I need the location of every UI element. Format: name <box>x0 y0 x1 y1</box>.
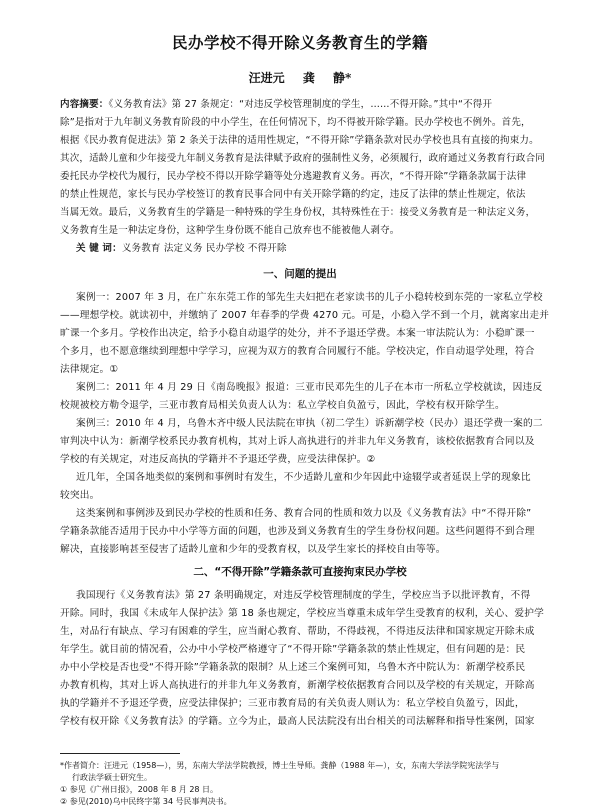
body-line: 近几年，全国各地类似的案例和事例时有发生，不少适龄儿童和少年因此中途辍学或者延误上学的现象比 <box>76 472 531 483</box>
body-line: 校规被校方勒令退学，三亚市教育局相关负责人认为：私立学校自负盈亏，因此，学校有权开除学生。 <box>60 400 505 411</box>
body-line: 案例一：2007 年 3 月，在广东东莞工作的邹先生夫妇把在老家读书的儿子小稳转校到东莞的一家私立学校 <box>76 292 543 303</box>
abstract-line: 除”是指对于九年制义务教育阶段的中小学生，在任何情况下，均不得被开除学籍。民办学校也不例外。首先， <box>60 117 531 128</box>
body-line: ——理想学校。就读初中，并缴纳了 2007 年春季的学费 4270 元。可是，小稳入学不到一个月，就离家出走并 <box>60 310 550 321</box>
abstract-line <box>60 96 558 114</box>
keywords-text: 义务教育 法定义务 民办学校 不得开除 <box>121 243 287 254</box>
body-line: 办教育机构，其对上诉人高执进行的并非九年义务教育，新潮学校依据教育合同以及学校的有关规定，开除高 <box>60 680 535 691</box>
body-line: 案例二：2011 年 4 月 29 日《南岛晚报》报道：三亚市民邓先生的儿子在本市一所私立学校就读，因违反 <box>76 382 543 393</box>
body-line: 开除。同时，我国《未成年人保护法》第 18 条也规定，学校应当尊重未成年学生受教育的权利，关心、爱护学 <box>60 608 544 619</box>
body-line: 学籍条款能否适用于民办中小学等方面的问题，也涉及到义务教育生的学生身份权问题。这些问题得不到合理 <box>60 526 535 537</box>
body-line: 案例三：2010 年 4 月，乌鲁木齐中级人民法院在审执（初二学生）诉新潮学校（民办）退还学费一案的二 <box>76 418 543 429</box>
abstract-line: 根据《民办教育促进法》第 2 条关于法律的适用性规定，“不得开除”学籍条款对民办学校也具有直接的拘束力。 <box>60 135 539 146</box>
footnote-divider <box>60 753 180 754</box>
body-line: 个多月，也不愿意继续到理想中学学习，应视为双方的教育合同履行不能。学校决定，作自动退学处理，符合 <box>60 346 535 357</box>
abstract-line: 义务教育生是一种法定身份，这种学生身份既不能自己放弃也不能被他人剥夺。 <box>60 225 400 236</box>
body-line: 旷课一个多月。学校作出决定，给予小稳自动退学的处分，并不予退还学费。本案一审法院认为：小稳旷课一 <box>60 328 535 339</box>
footnote: ① 参见《广州日报》，2008 年 8 月 28 日。 <box>60 785 219 794</box>
abstract-line: 其次，适龄儿童和少年接受九年制义务教育是法律赋予政府的强制性义务，必须履行，政府通过义务教育行政合同 <box>60 153 546 164</box>
body-line: 生，对品行有缺点、学习有困难的学生，应当耐心教育、帮助，不得歧视，不得违反法律和国家规定开除未成 <box>60 626 535 637</box>
section-heading: 一、问题的提出 <box>263 268 337 280</box>
footnote: *作者简介：汪进元（1958—），男，东南大学法学院教授，博士生导师。龚静（1988 年—），女，东南大学法学院宪法学与 <box>60 761 500 770</box>
footnote: 行政法学硕士研究生。 <box>72 773 152 782</box>
body-line: 办中小学校是否也受“不得开除”学籍条款的限制？从上述三个案例可知，乌鲁木齐中院认为：新潮学校系民 <box>60 662 526 673</box>
body-line: 我国现行《义务教育法》第 27 条明确规定，对违反学校管理制度的学生，学校应当予以批评教育，不得 <box>76 590 531 601</box>
body-line: 法律规定。① <box>60 364 119 375</box>
footnote: ② 参见(2010)乌中民终字第 34 号民事判决书。 <box>60 797 232 806</box>
body-line: 解决，直接影响甚至侵害了适龄儿童和少年的受教育权，以及学生家长的择校自由等等。 <box>60 544 446 555</box>
abstract-text: 《义务教育法》第 27 条规定：“对违反学校管理制度的学生，……不得开除。”其中“不得开 <box>108 99 493 110</box>
body-line: 执的学籍并不予退还学费，应受法律保护；三亚市教育局的有关负责人则认为：私立学校自负盈亏，因此， <box>60 698 525 709</box>
abstract-line: 当属无效。最后，义务教育生的学籍是一种特殊的学生身份权，其特殊性在于：接受义务教育是一种法定义务， <box>60 207 536 218</box>
abstract-label: 内容摘要： <box>60 99 109 110</box>
body-line: 这类案例和事例涉及到民办学校的性质和任务、教育合同的性质和效力以及《义务教育法》中“不得开除” <box>76 508 532 519</box>
body-line: 审判决中认为：新潮学校系民办教育机构，其对上诉人高执进行的并非九年义务教育，该校依据教育合同以及 <box>60 436 535 447</box>
abstract-line: 的禁止性规范，家长与民办学校签订的教育民事合同中有关开除学籍的约定，违反了法律的禁止性规定，依法 <box>60 189 526 200</box>
authors: 汪进元 龚 静* <box>248 71 352 85</box>
section-heading: 二、“不得开除”学籍条款可直接拘束民办学校 <box>193 566 407 578</box>
abstract-line: 委托民办学校代为履行，民办学校不得以开除学籍等处分逃避教育义务。再次，“不得开除”学籍条款属于法律 <box>60 171 527 182</box>
body-line: 较突出。 <box>60 490 100 501</box>
keywords-label: 关 键 词： <box>76 243 122 254</box>
paper-title: 民办学校不得开除义务教育生的学籍 <box>171 34 428 52</box>
body-line: 学校有权开除《义务教育法》的学籍。立今为止，最高人民法院没有出台相关的司法解释和指导性案例，国家 <box>60 716 535 727</box>
body-line: 学校的有关规定，对违反高执的学籍并不予退还学费，应受法律保护。② <box>60 454 376 465</box>
keywords-line <box>76 240 574 258</box>
body-line: 年学生。就目前的情况看，公办中小学校严格遵守了“不得开除”学籍条款的禁止性规定，但有问题的是：民 <box>60 644 526 655</box>
